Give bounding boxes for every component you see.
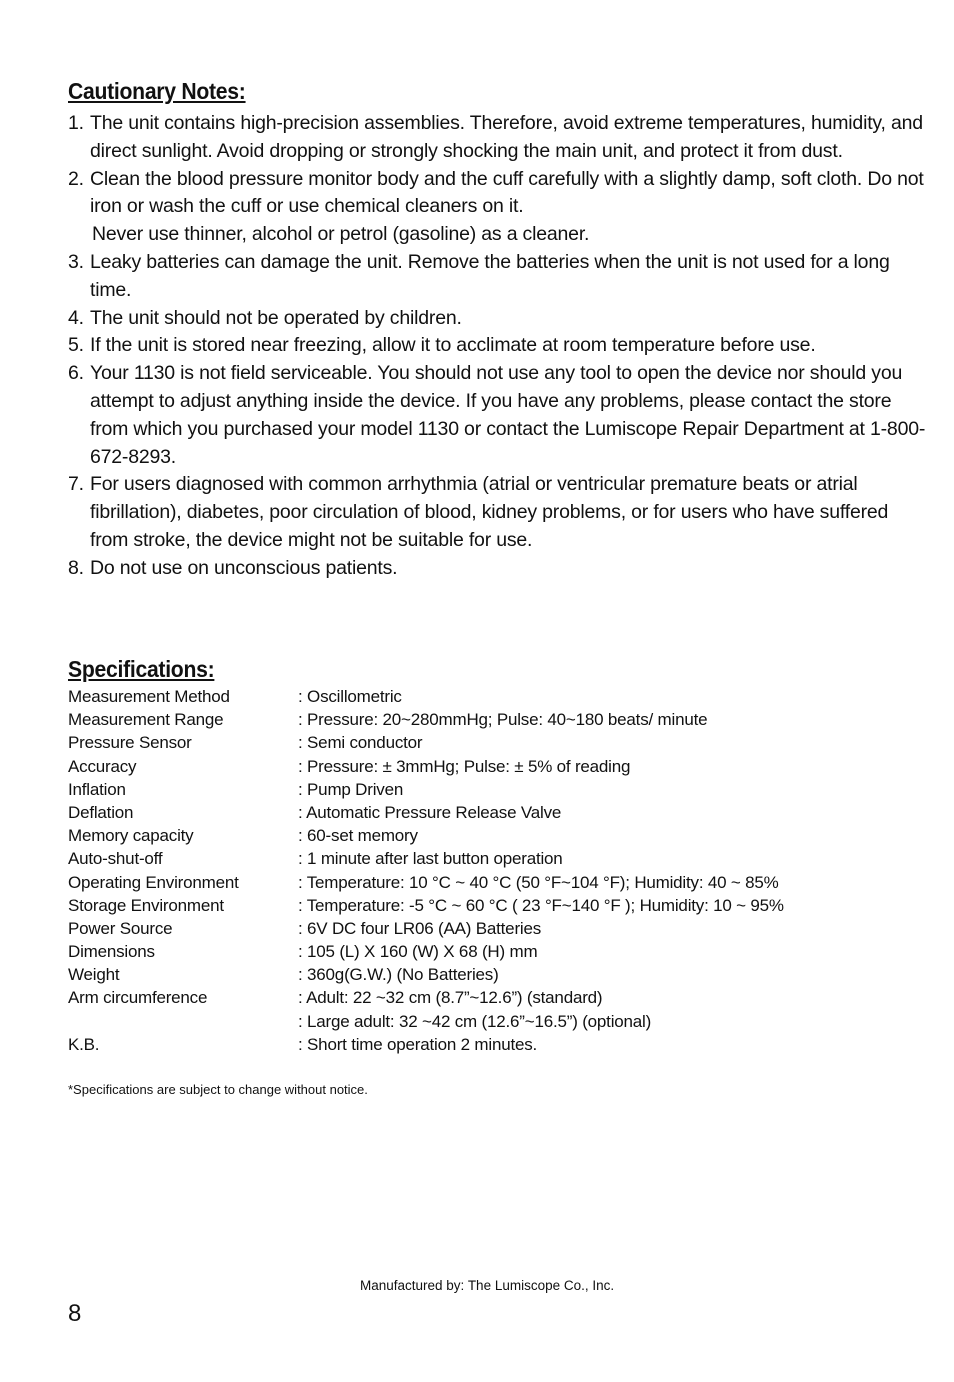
spec-label: Inflation (68, 779, 126, 799)
note-item (68, 305, 928, 333)
note-number: 4. (68, 306, 84, 329)
spec-value: : Pump Driven (298, 779, 404, 799)
spec-label: Weight (68, 965, 120, 985)
spec-label: Measurement Range (68, 710, 224, 730)
page-number: 8 (68, 1300, 82, 1327)
note-number: 5. (68, 334, 84, 357)
spec-row (68, 894, 928, 917)
spec-label (68, 1010, 298, 1033)
note-item (68, 360, 928, 471)
spec-row (68, 986, 928, 1009)
spec-label: Power Source (68, 918, 173, 938)
spec-row (68, 847, 928, 870)
spec-label: Storage Environment (68, 895, 224, 915)
spec-value: : Short time operation 2 minutes. (298, 1034, 538, 1054)
spec-value: : Temperature: 10 °C ~ 40 °C (50 °F~104 °F); Humidity: 40 ~ 85% (298, 872, 779, 892)
spec-value: : Adult: 22 ~32 cm (8.7”~12.6”) (standard) (298, 988, 603, 1008)
note-number: 7. (68, 473, 84, 496)
note-item (68, 555, 928, 583)
spec-row (68, 778, 928, 801)
note-number: 2. (68, 167, 84, 190)
spec-label: Deflation (68, 802, 134, 822)
note-item (68, 249, 928, 305)
note-number: 1. (68, 112, 84, 134)
note-item (68, 166, 928, 249)
spec-row (68, 824, 928, 847)
note-text: Clean the blood pressure monitor body and the cuff carefully with a slightly damp, soft cloth. Do not iron or wash the cuff or use chemical cleaners on it. (90, 167, 924, 218)
spec-label: Pressure Sensor (68, 733, 192, 753)
note-number: 6. (68, 362, 84, 385)
spec-label: Measurement Method (68, 687, 230, 706)
cautionary-notes-list (68, 110, 928, 583)
spec-label: Auto-shut-off (68, 849, 163, 869)
spec-value: : 360g(G.W.) (No Batteries) (298, 965, 499, 985)
spec-label: Memory capacity (68, 826, 194, 846)
specifications-heading: Specifications: (68, 656, 215, 682)
spec-value: : Pressure: ± 3mmHg; Pulse: ± 5% of reading (298, 756, 631, 776)
note-text: Leaky batteries can damage the unit. Remove the batteries when the unit is not used for a long time. (90, 250, 890, 301)
spec-value: : Large adult: 32 ~42 cm (12.6”~16.5”) (optional) (298, 1011, 652, 1031)
note-text: The unit should not be operated by children. (90, 306, 462, 329)
spec-label: Operating Environment (68, 872, 239, 892)
spec-row (68, 755, 928, 778)
spec-row (68, 708, 928, 731)
spec-value: : 60-set memory (298, 826, 418, 846)
note-number: 8. (68, 556, 84, 579)
note-text: If the unit is stored near freezing, allow it to acclimate at room temperature before use. (90, 334, 816, 357)
spec-row (68, 731, 928, 754)
spec-value: : Semi conductor (298, 733, 423, 753)
note-text: For users diagnosed with common arrhythmia (atrial or ventricular premature beats or atrial fibrillation), diabetes, poor circulation of blood, kidney problems, or for users who have suffered from stroke, the device might not be suitable for use. (90, 473, 889, 551)
spec-row (68, 1010, 928, 1033)
note-item (68, 110, 928, 166)
spec-value: : Automatic Pressure Release Valve (298, 802, 562, 822)
note-number: 3. (68, 250, 84, 273)
spec-row (68, 963, 928, 986)
cautionary-notes-heading: Cautionary Notes: (68, 78, 246, 104)
note-text: Your 1130 is not field serviceable. You should not use any tool to open the device nor should you attempt to adjust anything inside the device. If you have any problems, please contact the store from which you purchased your model 1130 or contact the Lumiscope Repair Department at 1-800-672-8293. (90, 362, 926, 468)
note-item (68, 332, 928, 360)
spec-row (68, 685, 928, 708)
spec-row (68, 1033, 928, 1056)
spec-value: : 6V DC four LR06 (AA) Batteries (298, 918, 542, 938)
note-text: The unit contains high-precision assemblies. Therefore, avoid extreme temperatures, humidity, and direct sunlight. Avoid dropping or strongly shocking the main unit, and protect it from dust. (90, 112, 923, 162)
spec-row (68, 801, 928, 824)
note-extra-text: Never use thinner, alcohol or petrol (gasoline) as a cleaner. (92, 223, 590, 246)
spec-row (68, 917, 928, 940)
spec-label: Accuracy (68, 756, 137, 776)
spec-label: Arm circumference (68, 988, 208, 1008)
specifications-table (68, 685, 928, 1056)
specifications-footnote: *Specifications are subject to change without notice. (68, 1082, 368, 1097)
spec-value: : Oscillometric (298, 687, 402, 706)
manufacturer-credit: Manufactured by: The Lumiscope Co., Inc. (360, 1278, 615, 1293)
note-text: Do not use on unconscious patients. (90, 556, 398, 579)
spec-value: : 105 (L) X 160 (W) X 68 (H) mm (298, 942, 538, 962)
spec-label: K.B. (68, 1034, 100, 1054)
spec-row (68, 871, 928, 894)
note-item (68, 471, 928, 554)
spec-value: : 1 minute after last button operation (298, 849, 563, 869)
spec-row (68, 940, 928, 963)
note-text-block (90, 166, 928, 249)
spec-value: : Temperature: -5 °C ~ 60 °C ( 23 °F~140 °F ); Humidity: 10 ~ 95% (298, 895, 784, 915)
spec-value: : Pressure: 20~280mmHg; Pulse: 40~180 beats/ minute (298, 710, 708, 730)
spec-label: Dimensions (68, 942, 155, 962)
